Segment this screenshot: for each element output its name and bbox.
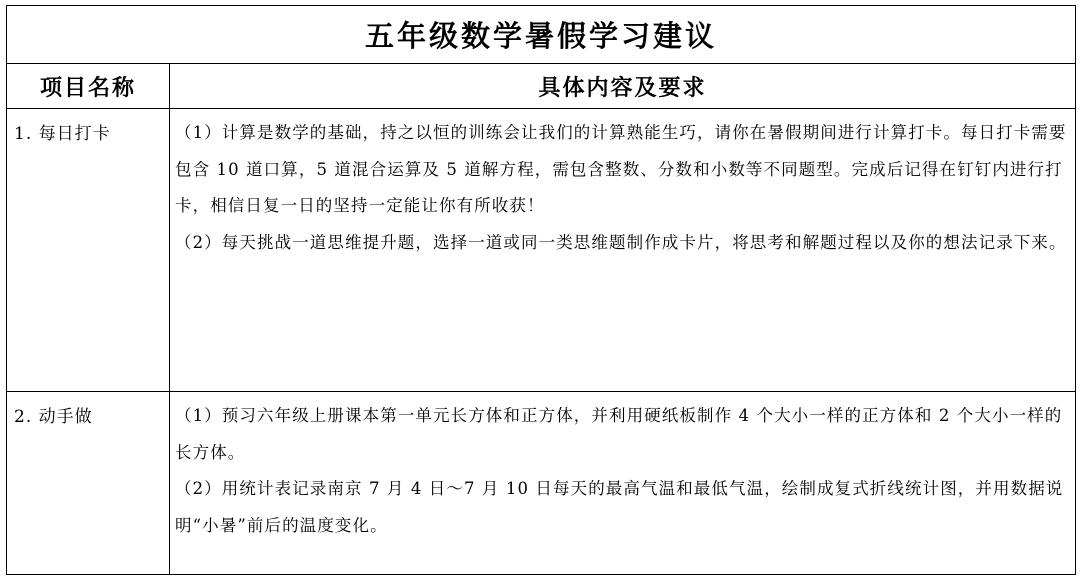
content-paragraph: （2）用统计表记录南京 7 月 4 日～7 月 10 日每天的最高气温和最低气温，绘制成复式折线统计图，并用数据说明“小暑”前后的温度变化。 <box>175 479 1064 535</box>
header-item-name: 项目名称 <box>7 64 170 109</box>
table-row <box>7 392 1076 575</box>
content-paragraph: （2）每天挑战一道思维提升题，选择一道或同一类思维题制作成卡片，将思考和解题过程以及你的想法记录下来。 <box>175 232 1067 252</box>
item-name: 1. 每日打卡 <box>7 109 170 392</box>
header-row <box>7 64 1076 109</box>
content-paragraph: （1）计算是数学的基础，持之以恒的训练会让我们的计算熟能生巧，请你在暑假期间进行计算打卡。每日打卡需要包含 10 道口算，5 道混合运算及 5 道解方程，需包含整数、分数和小数等不同题型。完成后记得在钉钉内进行打卡，相信日复一日的坚持一定能让你有所收获！ <box>175 123 1067 215</box>
item-content <box>170 109 1076 392</box>
item-content <box>170 392 1076 575</box>
item-name: 2. 动手做 <box>7 392 170 575</box>
table-row <box>7 109 1076 392</box>
study-plan-table <box>6 5 1076 575</box>
page-title: 五年级数学暑假学习建议 <box>7 6 1076 64</box>
title-row <box>7 6 1076 64</box>
header-content: 具体内容及要求 <box>170 64 1076 109</box>
content-paragraph: （1）预习六年级上册课本第一单元长方体和正方体，并利用硬纸板制作 4 个大小一样的正方体和 2 个大小一样的长方体。 <box>175 406 1063 462</box>
